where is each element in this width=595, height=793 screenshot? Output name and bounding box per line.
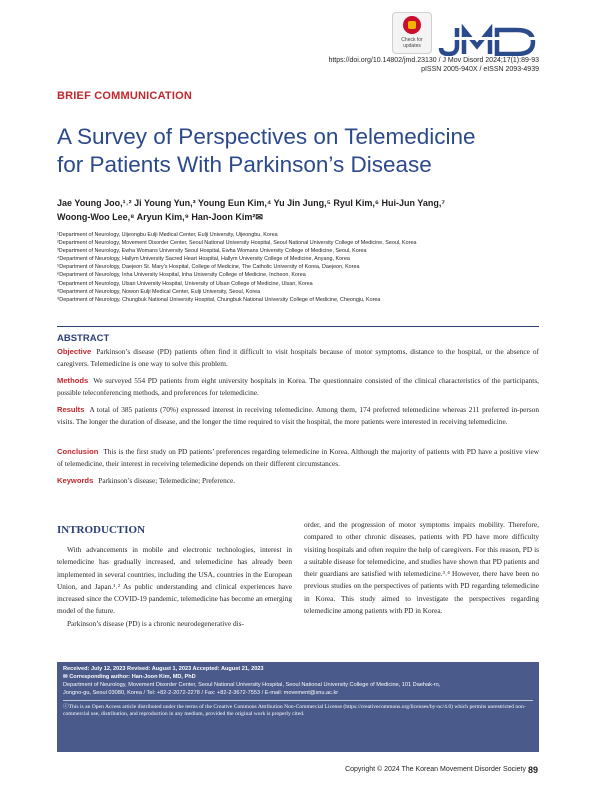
body-column-left (57, 544, 292, 630)
license-text[interactable]: This is an Open Access article distributed under the terms of the Creative Commons Attribution Non-Commercial License (https://creativecommons.org/licenses/by-nc/4.0) which permits unrestricted non-commercial use, distribution, and reproduction in any medium, provided the original work is properly cited. (63, 704, 526, 717)
intro-paragraph: Parkinson’s disease (PD) is a chronic neurodegenerative dis- (67, 618, 244, 628)
info-box-divider (63, 700, 533, 701)
keywords-label: Keywords (57, 476, 94, 485)
affiliation-item: ³Department of Neurology, Ewha Womans University Seoul Hospital, Ewha Womans University College of Medicine, Seoul, Korea (57, 248, 367, 255)
journal-logo (437, 24, 539, 56)
affiliation-item: ⁹Department of Neurology, Chungbuk National University Hospital, Chungbuk National University College of Medicine, Cheongju, Korea (57, 296, 381, 303)
abstract-methods (57, 375, 539, 399)
issn-line: pISSN 2005-940X / eISSN 2093-4939 (421, 66, 539, 73)
author-list-line1: Jae Young Joo,¹˒² Ji Young Yun,³ Young Eun Kim,⁴ Yu Jin Jung,⁵ Ryul Kim,⁶ Hui-Jun Yang,⁷ (57, 198, 446, 208)
results-label: Results (57, 405, 85, 414)
affiliation-item: ⁵Department of Neurology, Daejeon St. Mary’s Hospital, College of Medicine, The Catholic University of Korea, Daejeon, Korea (57, 264, 360, 271)
section-label: BRIEF COMMUNICATION (57, 90, 192, 102)
article-title-line2: for Patients With Parkinson’s Disease (57, 152, 432, 177)
methods-label: Methods (57, 376, 89, 385)
affiliation-item: ¹Department of Neurology, Uijeongbu Eulji Medical Center, Eulji University, Uijeongbu, Korea (57, 232, 278, 238)
abstract-objective (57, 346, 539, 370)
abstract-keywords (57, 475, 539, 487)
corresponding-author: ✉ Corresponding author: Han-Joon Kim, MD, PhD (63, 674, 196, 680)
article-info-box (57, 662, 539, 752)
abstract-divider (57, 326, 539, 327)
affiliation-item: ⁶Department of Neurology, Inha University Hospital, Inha University College of Medicine, Incheon, Korea (57, 272, 306, 279)
conclusion-label: Conclusion (57, 447, 99, 456)
results-text: A total of 385 patients (70%) expressed interest in receiving telemedicine. Among them, 174 preferred telemedicine whereas 211 preferred in-person visits. The longer the duration of disease, and the longer the time required to visit the hospital, the more patients were interested in receiving telemedicine. (57, 405, 539, 426)
page-number: 89 (528, 765, 539, 775)
article-dates: Received: July 12, 2023 Revised: August 1, 2023 Accepted: August 21, 2023 (63, 666, 264, 672)
affiliations-list (57, 231, 547, 304)
author-list-line2: Woong-Woo Lee,⁸ Aryun Kim,⁹ Han-Joon Kim²✉ (57, 212, 263, 222)
open-access-license (63, 704, 533, 718)
affiliation-item: ⁷Department of Neurology, Ulsan University Hospital, University of Ulsan College of Medicine, Ulsan, Korea (57, 280, 313, 287)
author-address-line1: Department of Neurology, Movement Disorder Center, Seoul National University Hospital, Seoul National University College of Medicine, 101 Daehak-ro, (63, 682, 441, 688)
update-icon (403, 16, 421, 34)
affiliation-item: ⁴Department of Neurology, Hallym University Sacred Heart Hospital, Hallym University College of Medicine, Anyang, Korea (57, 256, 350, 263)
abstract-results (57, 404, 539, 428)
copyright-notice: Copyright © 2024 The Korean Movement Disorder Society (345, 766, 526, 773)
conclusion-text: This is the first study on PD patients’ preferences regarding telemedicine in Korea. Although the majority of patients with PD have a positive view of telemedicine, their interest in receiving telemedicine depends on their different circumstances. (57, 447, 539, 468)
methods-text: We surveyed 554 PD patients from eight university hospitals in Korea. The questionnaire consisted of the clinical characteristics of the participants, possible teleconferencing methods, and preferences for telemedicine. (57, 376, 539, 397)
intro-paragraph: With advancements in mobile and electronic technologies, interest in telemedicine has gradually increased, and telemedicine has already been implemented in several countries, including the USA, countries in the European Union, and Japan.¹˒² As public understanding and clinical experiences have increased since the COVID-19 pandemic, telemedicine has become an emerging model of the future. (57, 545, 292, 616)
doi-line[interactable]: https://doi.org/10.14802/jmd.23130 / J Mov Disord 2024;17(1):89-93 (328, 57, 539, 64)
badge-label: Check for updates (401, 37, 423, 49)
author-address-line2[interactable]: Jongno-gu, Seoul 03080, Korea / Tel: +82-2-2072-2278 / Fax: +82-2-3672-7553 / E-mail: movement@snu.ac.kr (63, 690, 339, 696)
intro-paragraph-continued: order, and the progression of motor symptoms impairs mobility. Therefore, compared to other chronic diseases, patients with PD have more difficulty visiting hospitals and often require the help of caregivers. For this reason, PD is a suitable disease for telemedicine, and studies have shown that PD patients and their guardians are satisfied with telemedicine.³˒⁴ However, there have been no previous studies on the perspectives of patients with PD regarding telemedicine in Korea. This study aimed to investigate the perspectives regarding telemedicine among patients with PD in Korea. (304, 520, 539, 616)
abstract-conclusion (57, 446, 539, 470)
objective-text: Parkinson’s disease (PD) patients often find it difficult to visit hospitals because of motor symptoms, distance to the hospital, or the absence of caregivers. Telemedicine is one way to solve this problem. (57, 347, 539, 368)
body-column-right (304, 519, 539, 617)
affiliation-item: ²Department of Neurology, Movement Disorder Center, Seoul National University Hospital, Seoul National University College of Medicine, Seoul, Korea (57, 240, 417, 247)
abstract-heading: ABSTRACT (57, 333, 110, 344)
objective-label: Objective (57, 347, 92, 356)
svg-text:JMD: JMD (486, 55, 490, 56)
keywords-text: Parkinson’s disease; Telemedicine; Preference. (98, 476, 236, 485)
check-for-updates-badge[interactable] (392, 12, 432, 54)
introduction-heading: INTRODUCTION (57, 524, 146, 536)
article-title-line1: A Survey of Perspectives on Telemedicine (57, 124, 476, 149)
affiliation-item: ⁸Department of Neurology, Nowon Eulji Medical Center, Eulji University, Seoul, Korea (57, 288, 261, 295)
open-access-icon: ⓒ (63, 704, 69, 710)
